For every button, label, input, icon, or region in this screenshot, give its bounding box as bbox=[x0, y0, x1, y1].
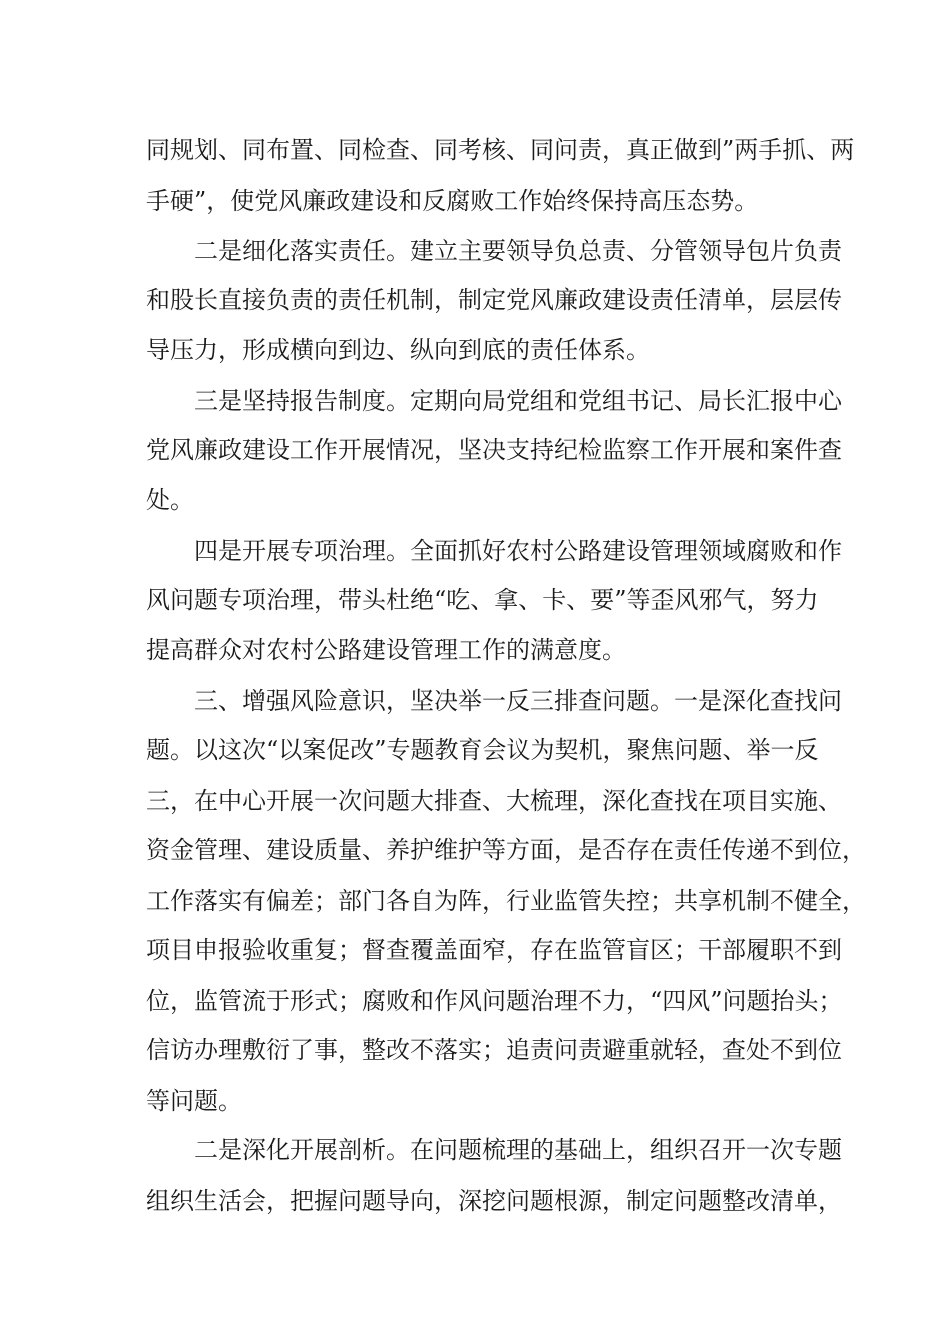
paragraph-first-line: 三、增强风险意识，坚决举一反三排查问题。一是深化查找问 bbox=[194, 687, 842, 715]
text-line: 资金管理、建设质量、养护维护等方面，是否存在责任传递不到位， bbox=[146, 836, 866, 864]
text-line: 处。 bbox=[146, 486, 194, 514]
text-line: 题。以这次“以案促改”专题教育会议为契机，聚焦问题、举一反 bbox=[146, 736, 819, 764]
text-line: 手硬”，使党风廉政建设和反腐败工作始终保持高压态势。 bbox=[146, 187, 759, 215]
text-line: 导压力，形成横向到边、纵向到底的责任体系。 bbox=[146, 336, 650, 364]
text-line: 提高群众对农村公路建设管理工作的满意度。 bbox=[146, 636, 626, 664]
text-line: 同规划、同布置、同检查、同考核、同问责，真正做到”两手抓、两 bbox=[146, 136, 855, 164]
text-line: 风问题专项治理，带头杜绝“吃、拿、卡、要”等歪风邪气，努力 bbox=[146, 586, 819, 614]
text-line: 项目申报验收重复；督查覆盖面窄，存在监管盲区；干部履职不到 bbox=[146, 936, 842, 964]
text-line: 组织生活会，把握问题导向，深挖问题根源，制定问题整改清单， bbox=[146, 1187, 842, 1215]
paragraph-first-line: 二是细化落实责任。建立主要领导负总责、分管领导包片负责 bbox=[194, 237, 842, 265]
paragraph-first-line: 三是坚持报告制度。定期向局党组和党组书记、局长汇报中心 bbox=[194, 387, 842, 415]
paragraph-first-line: 四是开展专项治理。全面抓好农村公路建设管理领域腐败和作 bbox=[194, 537, 842, 565]
text-line: 等问题。 bbox=[146, 1087, 242, 1115]
text-line: 工作落实有偏差；部门各自为阵，行业监管失控；共享机制不健全， bbox=[146, 887, 866, 915]
text-line: 和股长直接负责的责任机制，制定党风廉政建设责任清单，层层传 bbox=[146, 286, 842, 314]
text-line: 党风廉政建设工作开展情况，坚决支持纪检监察工作开展和案件查 bbox=[146, 436, 842, 464]
text-line: 三，在中心开展一次问题大排查、大梳理，深化查找在项目实施、 bbox=[146, 787, 842, 815]
paragraph-first-line: 二是深化开展剖析。在问题梳理的基础上，组织召开一次专题 bbox=[194, 1136, 842, 1164]
text-line: 位，监管流于形式；腐败和作风问题治理不力，“四风”问题抬头； bbox=[146, 987, 843, 1015]
text-line: 信访办理敷衍了事，整改不落实；追责问责避重就轻，查处不到位 bbox=[146, 1036, 842, 1064]
